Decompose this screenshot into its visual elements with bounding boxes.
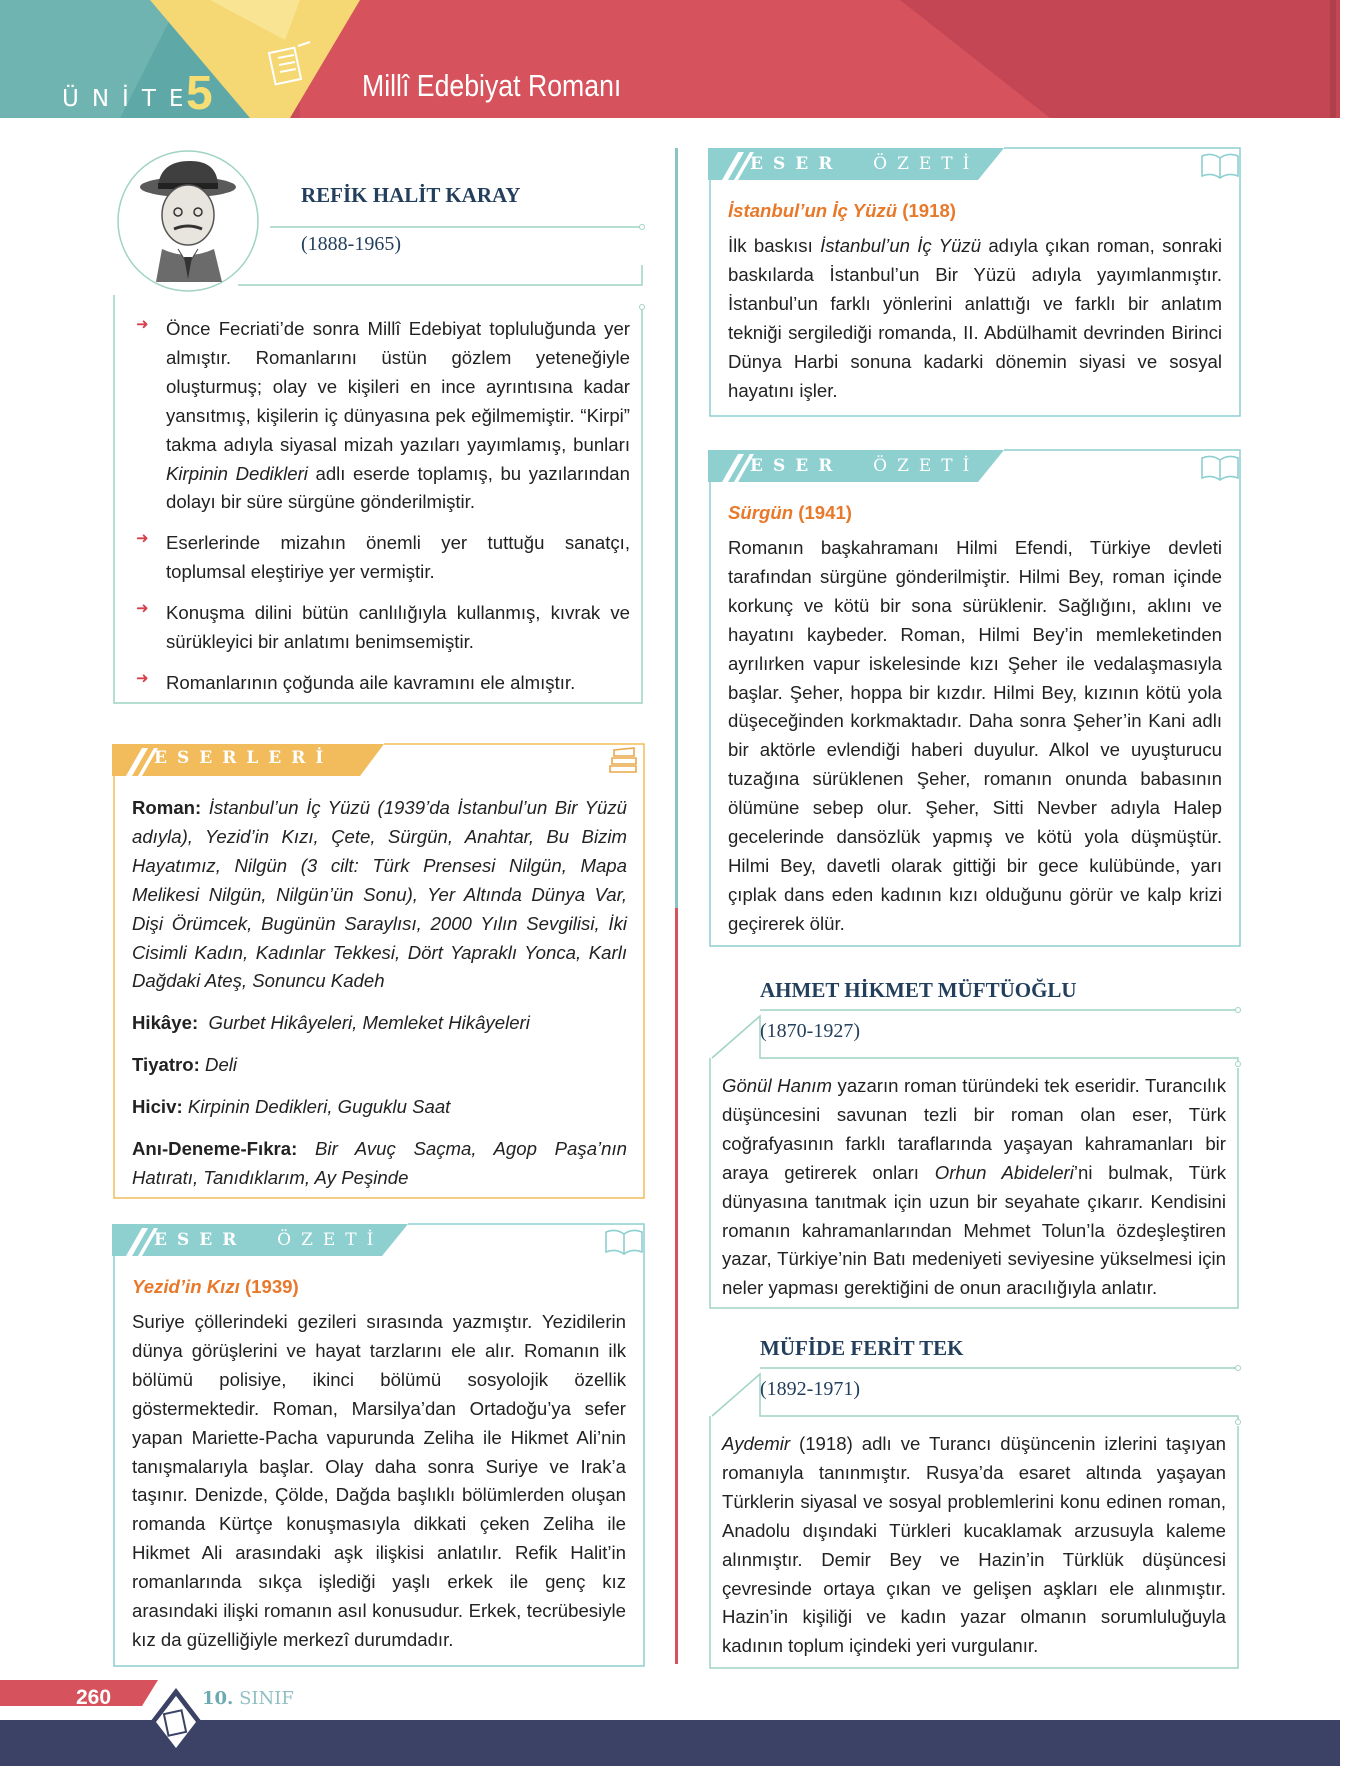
column-divider-bottom xyxy=(675,908,678,1664)
works-box xyxy=(112,742,646,1200)
open-book-icon xyxy=(1200,452,1240,482)
summary-box-yezid xyxy=(112,1222,646,1668)
summary-box-istanbul xyxy=(708,146,1242,418)
author-years: (1888-1965) xyxy=(301,233,401,255)
open-book-icon xyxy=(604,1226,644,1256)
page-number: 260 xyxy=(76,1686,112,1709)
summary-title: İstanbul’un İç Yüzü (1918) xyxy=(728,200,956,221)
arrow-right-icon: ➜ xyxy=(136,669,149,687)
author-bullet-list xyxy=(110,315,630,710)
author-bio: Gönül Hanım yazarın roman türündeki tek eseridir. Turancılık düşüncesini savunan tezli bir roman olan eser, Türk coğrafyasının farklı taraflarında yaşayan kahramanları bir araya getirerek onları Orhun Abideleri’ni bulmak, Türk dünyasına tanıtmak için uzun bir seyahate çıkarır. Kendisini romanın kahramanlarından Mehmet Tolun’la özdeşleştiren yazar, Türkiye’nin Batı medeniyeti seviyesine yükselmesi için neler yapması gerektiğini de onun aracılığıyla anlatır. xyxy=(722,1075,1226,1299)
works-list xyxy=(132,794,627,1206)
books-icon xyxy=(606,744,642,776)
summary-text: İlk baskısı İstanbul’un İç Yüzü adıyla çıkan roman, sonraki baskılarda İstanbul’un Bir Yüzü adıyla yayımlanmıştır. İstanbul’un farklı yönlerini anlattığı ve farklı bir anlatım tekniği sergilediği romanda, II. Abdülhamit devrinden Birinci Dünya Harbi sonuna kadarki dönemin siyasi ve sosyal hayatını işler. xyxy=(728,235,1223,401)
author-bio: Aydemir (1918) adlı ve Turancı düşüncenin izlerini taşıyan romanıyla tanınmıştır. Rusya’da esaret altında yaşayan Türklerin siyasal ve sosyal problemlerini konu edinen roman, Anadolu dışındaki Türkleri kucaklamak arzusuyla kaleme alınmıştır. Demir Bey ve Hazin’in Türklük düşüncesi çevresinde ortaya çıkan ve gelişen aşkları ele alınmıştır. Hazin’in kişiliği ve kadın yazar olmanın sorumluluğuyla kadının toplum içindeki yeri vurgulanır. xyxy=(722,1433,1227,1657)
list-item: ➜ Konuşma dilini bütün canlılığıyla kullanmış, kıvrak ve sürükleyici bir anlatımı benimsemiştir. xyxy=(136,600,630,653)
author-name: REFİK HALİT KARAY xyxy=(301,183,521,207)
list-item: ➜ Önce Fecriati’de sonra Millî Edebiyat topluluğunda yer almıştır. Romanlarını üstün gözlem yeteneğiyle oluşturmuş; olay ve kişileri en ince ayrıntısına kadar yansıtmış, kişilerin iç dünyasına pek eğilmemiştir. “Kirpi” takma adıyla siyasal mizah yazıları yayımlamış, bunları Kirpinin Dedikleri adlı eserde toplamış, bu yazılarından dolayı bir süre sürgüne gönderilmiştir. xyxy=(136,316,630,513)
author-card-ahmet-hikmet xyxy=(708,972,1242,1310)
works-ribbon-label: ESERLERİ xyxy=(154,748,334,768)
author-name: AHMET HİKMET MÜFTÜOĞLU xyxy=(760,978,1077,1002)
unit-label: ÜNİTE xyxy=(62,86,197,112)
author-years: (1870-1927) xyxy=(760,1020,860,1042)
summary-box-surgun xyxy=(708,448,1242,948)
summary-text: Romanın başkahramanı Hilmi Efendi, Türkiye devleti tarafından sürgüne gönderilmiştir. Hilmi Bey, roman içinde korkunç ve kötü bir sona sürüklenir. Sağlığını, aklını ve hayatını kaybeder. Roman, Hilmi Bey’in memleketinden ayrılırken vapur iskelesinde kızı Şeher ile vedalaşmasıyla başlar. Şeher, hoppa bir kızdır. Hilmi Bey, kızının kötü yola düşeceğinden korkmaktadır. Daha sonra Şeher’in Kani adlı bir aktörle evlendiği haberi duyulur. Alkol ve uyuşturucu tuzağına sürüklenen Şeher, romanın onunda babasının ölümüne sebep olur. Şeher, Sitti Nevber adıyla Halep gecelerinde dansözlük yapmış ve kötü yola düşmüştür. Hilmi Bey, davetli olarak gittiği bir gece kulübünde, yarı çıplak dans eden kadının kızı olduğunu görür ve kalp krizi geçirerek ölür. xyxy=(728,537,1222,934)
column-divider-top xyxy=(675,148,678,908)
works-tiyatro: Tiyatro: Deli xyxy=(132,1054,238,1076)
author-years: (1892-1971) xyxy=(760,1378,860,1400)
author-card-mufide-ferit xyxy=(708,1330,1242,1670)
summary-ribbon-label: ESER ÖZETİ xyxy=(750,154,980,174)
author-name: MÜFİDE FERİT TEK xyxy=(760,1336,964,1360)
list-item: ➜ Romanlarının çoğunda aile kavramını ele almıştır. xyxy=(136,669,576,693)
author-card-refik-halit xyxy=(110,145,645,705)
list-item: ➜ Eserlerinde mizahın önemli yer tuttuğu sanatçı, toplumsal eleştiriye yer vermiştir. xyxy=(136,530,630,583)
summary-title: Yezid’in Kızı (1939) xyxy=(132,1276,299,1297)
works-ani: Anı-Deneme-Fıkra: Bir Avuç Saçma, Agop Paşa’nın Hatıratı, Tanıdıklarım, Ay Peşinde xyxy=(132,1138,628,1188)
summary-ribbon-label: ESER ÖZETİ xyxy=(750,456,980,476)
class-label: 10. SINIF xyxy=(202,1688,294,1709)
arrow-right-icon: ➜ xyxy=(136,316,149,333)
author-portrait xyxy=(128,157,248,282)
chapter-title: Millî Edebiyat Romanı xyxy=(362,68,622,103)
summary-title: Sürgün (1941) xyxy=(728,502,852,523)
notebook-icon xyxy=(266,40,316,90)
summary-text: Suriye çöllerindeki gezileri sırasında yazmıştır. Yezidilerin dünya görüşlerini ve hayat tarzlarını ele alır. Romanın ilk bölümü polisiye, ikinci bölümü sosyolojik özellik göstermektedir. Roman, Marsilya’dan Ortadoğu’ya sefer yapan Mariette-Pacha vapurunda Zeliha ile Hikmet Ali’nin tanışmalarıyla başlar. Olay daha sonra Suriye ve Irak’a taşınır. Denizde, Çölde, Dağda başlıklı bölümlerden oluşan romanda Kürtçe konuşmasıyla dikkati çeken Zeliha ile Hikmet Ali arasındaki aşk ilişkisi anlatılır. Refik Halit’in romanlarında sıkça işlediği yaşlı erkek ile genç kız arasındaki ilişki romanın asıl konusudur. Erkek, tecrübesiyle kız da güzelliğiyle merkezî durumdadır. xyxy=(132,1311,626,1650)
open-book-icon xyxy=(1200,150,1240,180)
unit-number: 5 xyxy=(186,67,213,118)
works-roman: Roman: İstanbul’un İç Yüzü (1939’da İstanbul’un Bir Yüzü adıyla), Yezid’in Kızı, Çete, Sürgün, Anahtar, Bu Bizim Hayatımız, Nilgün (3 cilt: Türk Prensesi Nilgün, Mapa Melikesi Nilgün, Nilgün’ün Sonu), Yer Altında Dünya Var, Dişi Örümcek, Bugünün Saraylısı, 2000 Yılın Sevgilisi, İki Cisimli Kadın, Kadınlar Tekkesi, Dört Yapraklı Yonca, Karlı Dağdaki Ateş, Sonuncu Kadeh xyxy=(132,797,627,992)
page-header xyxy=(0,0,1356,118)
works-hikaye: Hikâye: Gurbet Hikâyeleri, Memleket Hikâyeleri xyxy=(132,1012,530,1034)
works-hiciv: Hiciv: Kirpinin Dedikleri, Guguklu Saat xyxy=(132,1096,451,1118)
summary-ribbon-label: ESER ÖZETİ xyxy=(154,1230,384,1250)
arrow-right-icon: ➜ xyxy=(136,530,149,548)
arrow-right-icon: ➜ xyxy=(136,600,149,618)
